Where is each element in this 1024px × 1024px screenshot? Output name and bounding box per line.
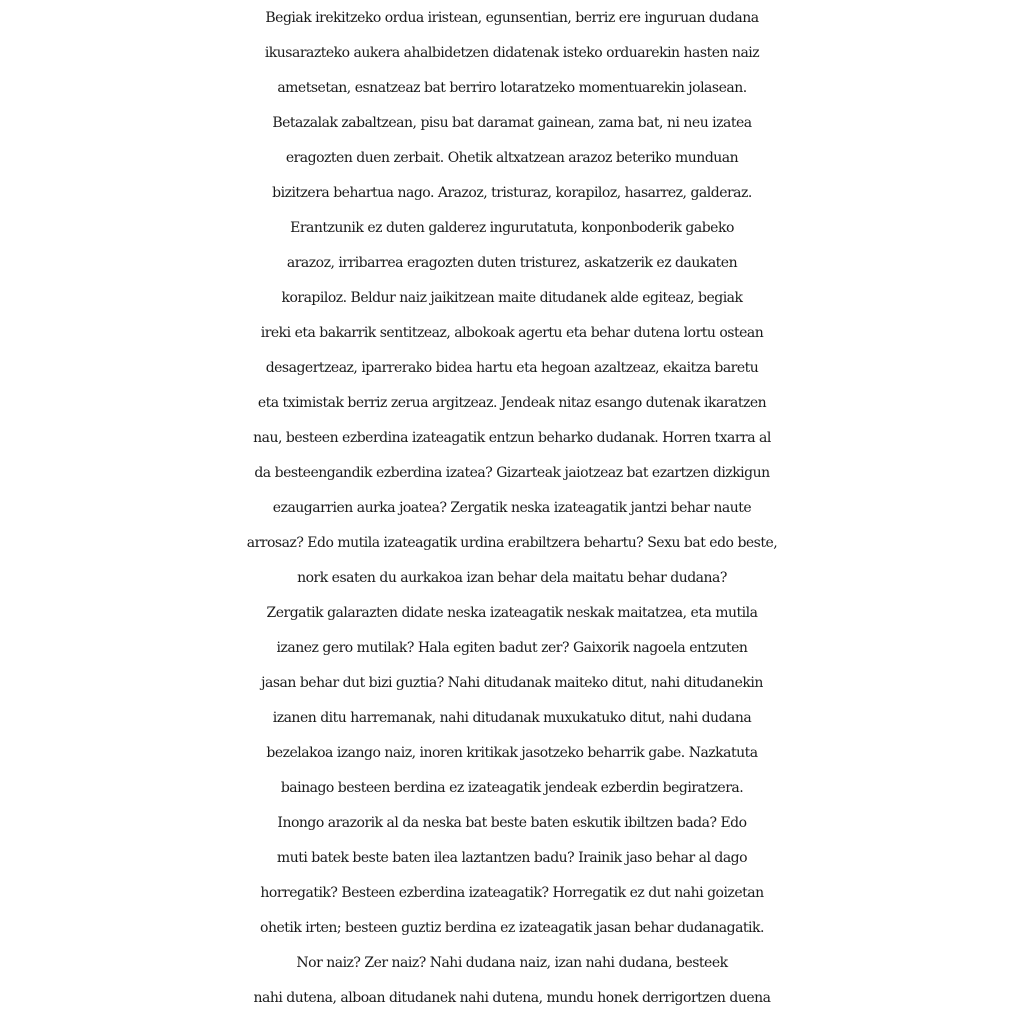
text-line: izanez gero mutilak? Hala egiten badut zer? Gaixorik nagoela entzuten — [276, 640, 748, 656]
text-line: ezaugarrien aurka joatea? Zergatik neska izateagatik jantzi behar naute — [272, 500, 752, 516]
text-line: Zergatik galarazten didate neska izateagatik neskak maitatzea, eta mutila — [266, 605, 758, 621]
text-line: eta tximistak berriz zerua argitzeaz. Jendeak nitaz esango dutenak ikaratzen — [257, 395, 767, 411]
text-line: nau, besteen ezberdina izateagatik entzun beharko dudanak. Horren txarra al — [253, 430, 771, 446]
text-line: muti batek beste baten ilea laztantzen badu? Irainik jaso behar al dago — [276, 850, 748, 866]
text-line: ikusarazteko aukera ahalbidetzen didatenak isteko orduarekin hasten naiz — [264, 45, 760, 61]
text-line: ohetik irten; besteen guztiz berdina ez izateagatik jasan behar dudanagatik. — [260, 920, 764, 936]
text-line: izanen ditu harremanak, nahi ditudanak muxukatuko ditut, nahi dudana — [272, 710, 752, 726]
text-line: nahi dutena, alboan ditudanek nahi dutena, mundu honek derrigortzen duena — [253, 990, 771, 1006]
body-text — [0, 1, 1024, 1016]
text-line: jasan behar dut bizi guztia? Nahi ditudanak maiteko ditut, nahi ditudanekin — [261, 675, 763, 691]
text-line: bizitzera behartua nago. Arazoz, tristuraz, korapiloz, hasarrez, galderaz. — [272, 185, 752, 201]
text-line: Inongo arazorik al da neska bat beste baten eskutik ibiltzen bada? Edo — [277, 815, 747, 831]
text-line: arrosaz? Edo mutila izateagatik urdina erabiltzera behartu? Sexu bat edo beste, — [246, 535, 778, 551]
text-line: Begiak irekitzeko ordua iristean, egunsentian, berriz ere inguruan dudana — [265, 10, 759, 26]
text-line: korapiloz. Beldur naiz jaikitzean maite ditudanek alde egiteaz, begiak — [281, 290, 743, 306]
text-line: desagertzeaz, iparrerako bidea hartu eta hegoan azaltzeaz, ekaitza baretu — [265, 360, 759, 376]
text-line: da besteengandik ezberdina izatea? Gizarteak jaiotzeaz bat ezartzen dizkigun — [254, 465, 770, 481]
text-line: ametsetan, esnatzeaz bat berriro lotaratzeko momentuarekin jolasean. — [277, 80, 747, 96]
text-line: ireki eta bakarrik sentitzeaz, albokoak agertu eta behar dutena lortu ostean — [260, 325, 764, 341]
text-line: horregatik? Besteen ezberdina izateagatik? Horregatik ez dut nahi goizetan — [260, 885, 764, 901]
text-line: Nor naiz? Zer naiz? Nahi dudana naiz, izan nahi dudana, besteek — [296, 955, 728, 971]
text-line: Betazalak zabaltzean, pisu bat daramat gainean, zama bat, ni neu izatea — [272, 115, 752, 131]
text-line: nork esaten du aurkakoa izan behar dela maitatu behar dudana? — [297, 570, 727, 586]
text-line: arazoz, irribarrea eragozten duten tristurez, askatzerik ez daukaten — [286, 255, 738, 271]
text-line: eragozten duen zerbait. Ohetik altxatzean arazoz beteriko munduan — [285, 150, 739, 166]
text-line: Erantzunik ez duten galderez ingurutatuta, konponboderik gabeko — [290, 220, 734, 236]
text-line: bainago besteen berdina ez izateagatik jendeak ezberdin begiratzera. — [280, 780, 744, 796]
text-line: bezelakoa izango naiz, inoren kritikak jasotzeko beharrik gabe. Nazkatuta — [266, 745, 758, 761]
